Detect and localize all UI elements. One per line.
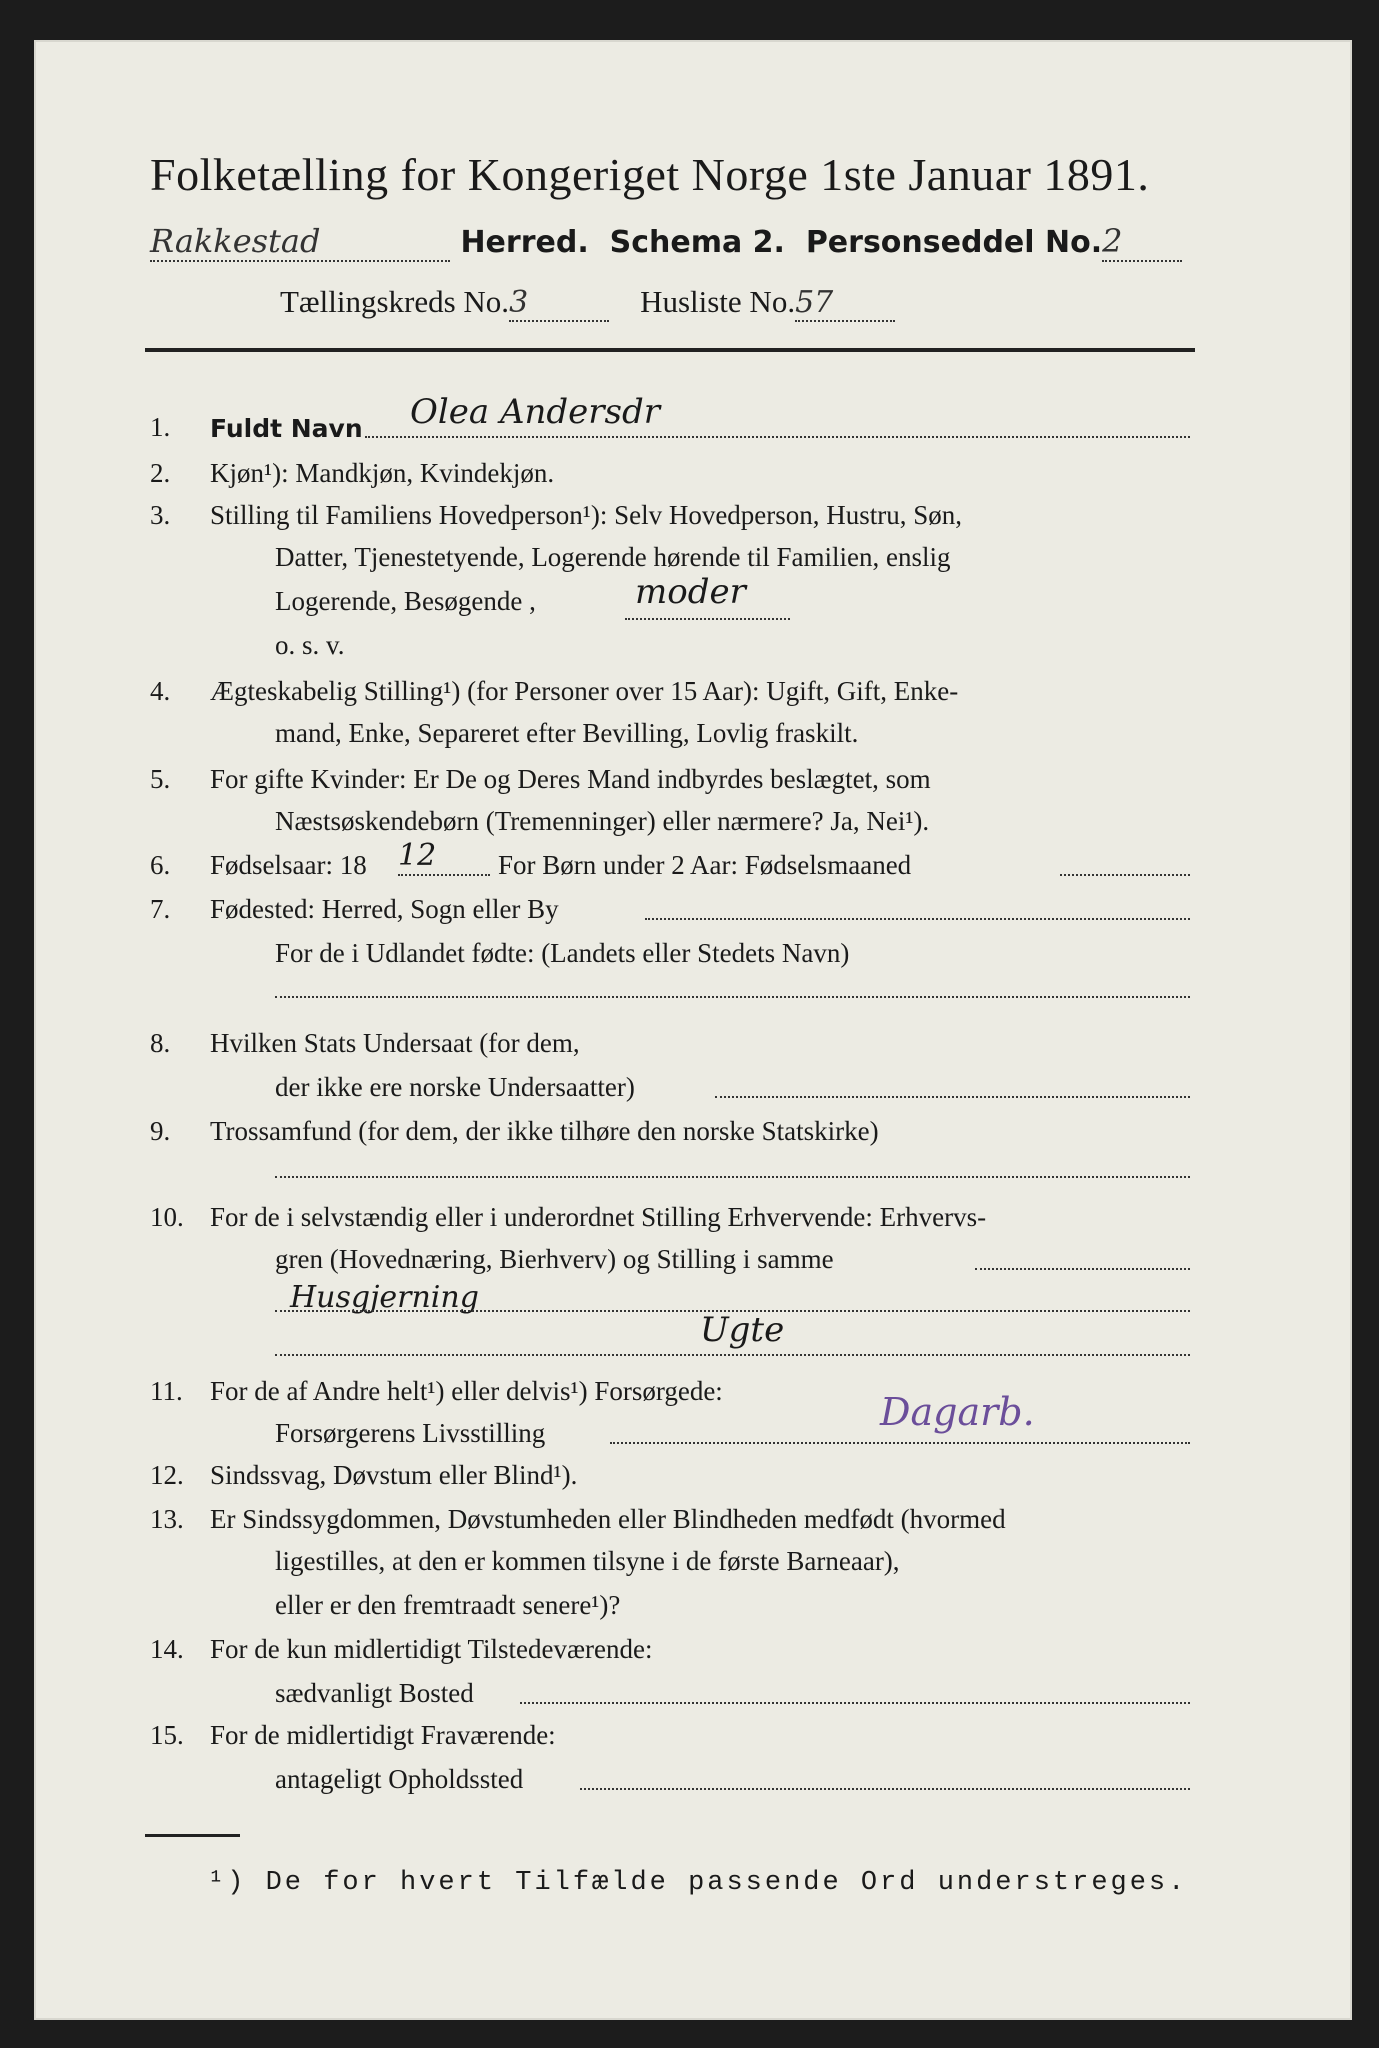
- item-2-label: Kjøn¹): Mandkjøn, Kvindekjøn.: [210, 458, 555, 488]
- item-15-line: [580, 1788, 1190, 1790]
- item-13-label-3: eller er den fremtraadt senere¹)?: [275, 1590, 621, 1620]
- item-8-label: Hvilken Stats Undersaat (for dem,: [210, 1028, 580, 1058]
- item-15-label: For de midlertidigt Fraværende:: [210, 1720, 556, 1750]
- item-6-line-2: [1060, 874, 1190, 876]
- item-14-label: For de kun midlertidigt Tilstedeværende:: [210, 1634, 653, 1664]
- item-3-label-4: o. s. v.: [275, 630, 345, 660]
- taellingskreds-value: 3: [509, 285, 609, 322]
- item-14-line: [520, 1702, 1190, 1704]
- item-number: 3.: [150, 500, 171, 530]
- item-3-label-3: Logerende, Besøgende ,: [275, 586, 536, 616]
- herred-label: Herred.: [460, 225, 589, 260]
- item-7-line-2: [275, 996, 1190, 998]
- item-5-label: For gifte Kvinder: Er De og Deres Mand indbyrdes beslægtet, som: [210, 764, 931, 794]
- herred-value: Rakkestad: [150, 222, 450, 262]
- family-position-value: moder: [635, 572, 746, 612]
- item-13-label: Er Sindssygdommen, Døvstumheden eller Blindheden medfødt (hvormed: [210, 1504, 1006, 1534]
- item-10-line: [975, 1268, 1190, 1270]
- item-number: 13.: [150, 1504, 184, 1534]
- personseddel-label: Personseddel No.: [805, 225, 1103, 260]
- birth-year-value: 12: [398, 838, 437, 873]
- taellingskreds-row: [280, 284, 895, 322]
- item-number: 2.: [150, 458, 171, 488]
- header-rule: [145, 348, 1195, 352]
- item-number: 4.: [150, 676, 171, 706]
- item-8-line: [715, 1096, 1190, 1098]
- item-1-line: [365, 436, 1190, 438]
- item-6-label: Fødselsaar: 18: [210, 850, 367, 880]
- item-1-label: Fuldt Navn: [210, 414, 363, 443]
- item-number: 7.: [150, 894, 171, 924]
- footnote-rule: [145, 1834, 240, 1837]
- item-number: 11.: [150, 1376, 183, 1406]
- taellingskreds-label: Tællingskreds No.: [280, 284, 510, 319]
- item-number: 6.: [150, 850, 171, 880]
- item-7-label: Fødested: Herred, Sogn eller By: [210, 894, 559, 924]
- item-10-line-3: [275, 1354, 1190, 1356]
- item-7-label-2: For de i Udlandet fødte: (Landets eller Stedets Navn): [275, 938, 850, 968]
- item-4-label-2: mand, Enke, Separeret efter Bevilling, Lovlig fraskilt.: [275, 718, 859, 748]
- item-6-line: [398, 874, 490, 876]
- item-7-line: [645, 918, 1190, 920]
- item-11-label: For de af Andre helt¹) eller delvis¹) Forsørgede:: [210, 1376, 723, 1406]
- provider-occupation-value: Dagarb.: [880, 1390, 1035, 1434]
- husliste-label: Husliste No.: [640, 284, 796, 319]
- item-12-label: Sindssvag, Døvstum eller Blind¹).: [210, 1460, 578, 1490]
- item-11-line: [610, 1442, 1190, 1444]
- item-5-label-2: Næstsøskendebørn (Tremenninger) eller nærmere? Ja, Nei¹).: [275, 806, 930, 836]
- item-number: 12.: [150, 1460, 184, 1490]
- item-number: 5.: [150, 764, 171, 794]
- item-9-line: [275, 1176, 1190, 1178]
- item-number: 15.: [150, 1720, 184, 1750]
- item-6-label-2: For Børn under 2 Aar: Fødselsmaaned: [498, 850, 912, 880]
- full-name-value: Olea Andersdr: [410, 392, 661, 432]
- footnote: ¹) De for hvert Tilfælde passende Ord understreges.: [208, 1868, 1188, 1898]
- item-3-line: [625, 618, 790, 620]
- item-11-label-2: Forsørgerens Livsstilling: [275, 1418, 546, 1448]
- item-14-label-2: sædvanligt Bosted: [275, 1678, 474, 1708]
- item-3-label-2: Datter, Tjenestetyende, Logerende hørende til Familien, enslig: [275, 542, 951, 572]
- item-number: 10.: [150, 1202, 184, 1232]
- form-title: Folketælling for Kongeriget Norge 1ste Januar 1891.: [150, 149, 1150, 200]
- item-15-label-2: antageligt Opholdssted: [275, 1764, 524, 1794]
- item-number: 14.: [150, 1634, 184, 1664]
- item-number: 1.: [150, 412, 171, 442]
- item-number: 8.: [150, 1028, 171, 1058]
- item-3-label: Stilling til Familiens Hovedperson¹): Selv Hovedperson, Hustru, Søn,: [210, 500, 963, 530]
- item-10-label: For de i selvstændig eller i underordnet Stilling Erhvervende: Erhvervs-: [210, 1202, 987, 1232]
- item-9-label: Trossamfund (for dem, der ikke tilhøre den norske Statskirke): [210, 1116, 879, 1146]
- item-number: 9.: [150, 1116, 171, 1146]
- item-10-label-2: gren (Hovednæring, Bierhverv) og Stilling i samme: [275, 1244, 834, 1274]
- schema-label: Schema 2.: [609, 225, 785, 260]
- occupation-value-2: Ugte: [700, 1310, 785, 1350]
- item-13-label-2: ligestilles, at den er kommen tilsyne i de første Barneaar),: [275, 1546, 900, 1576]
- occupation-value: Husgjerning: [290, 1280, 479, 1315]
- herred-row: [150, 222, 1182, 262]
- item-4-label: Ægteskabelig Stilling¹) (for Personer over 15 Aar): Ugift, Gift, Enke-: [210, 676, 959, 706]
- husliste-value: 57: [795, 285, 895, 322]
- personseddel-value: 2: [1102, 222, 1182, 262]
- item-8-label-2: der ikke ere norske Undersaatter): [275, 1072, 635, 1102]
